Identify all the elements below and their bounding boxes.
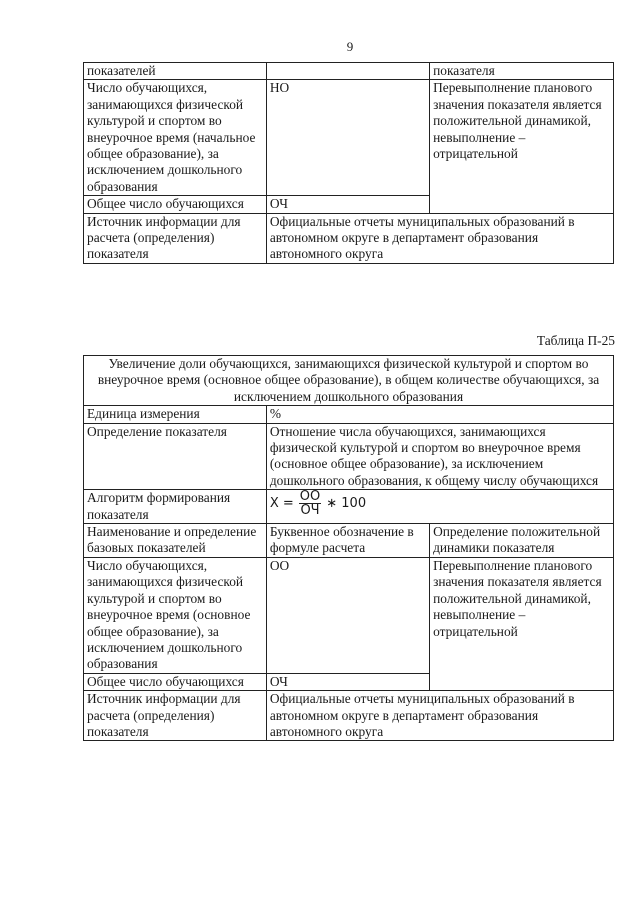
definition-label: Определение показателя xyxy=(84,423,267,490)
dynamics-definition: Перевыполнение планового значения показателя является положительной динамикой, невыполнение – отрицательной xyxy=(430,557,614,690)
formula-denominator: ОЧ xyxy=(300,503,320,519)
base-indicator-name: Число обучающихся, занимающихся физической культурой и спортом во внеурочное время (основное общее образование), за исключением дошкольного образования xyxy=(84,557,267,673)
source-value: Официальные отчеты муниципальных образований в автономном округе в департамент образования автономного округа xyxy=(266,691,613,741)
table-row xyxy=(84,423,614,490)
formula-numerator: ОО xyxy=(299,489,321,505)
table-row xyxy=(84,524,614,558)
table-row xyxy=(84,80,614,196)
unit-value: % xyxy=(266,406,613,423)
unit-label: Единица измерения xyxy=(84,406,267,423)
source-value: Официальные отчеты муниципальных образований в автономном округе в департамент образования автономного округа xyxy=(266,213,613,263)
names-header: Наименование и определение базовых показателей xyxy=(84,524,267,558)
table-row xyxy=(84,490,614,524)
table-caption: Таблица П-25 xyxy=(536,333,615,348)
table-cell xyxy=(266,63,429,80)
formula xyxy=(266,490,613,524)
indicator-table-continued xyxy=(83,62,614,264)
table-cell: показателей xyxy=(84,63,267,80)
source-label: Источник информации для расчета (определения) показателя xyxy=(84,213,267,263)
base-indicator-letter: ОЧ xyxy=(266,196,429,213)
formula-rhs: ∗ 100 xyxy=(326,495,367,511)
formula-fraction xyxy=(299,490,321,517)
table-row xyxy=(84,406,614,423)
table-row xyxy=(84,691,614,741)
source-label: Источник информации для расчета (определения) показателя xyxy=(84,691,267,741)
table-row xyxy=(84,356,614,406)
table-cell: показателя xyxy=(430,63,614,80)
indicator-table-p25 xyxy=(83,355,614,741)
base-indicator-letter: ОО xyxy=(266,557,429,673)
formula-lhs: X = xyxy=(269,495,294,511)
table-row xyxy=(84,557,614,673)
base-indicator-letter: ОЧ xyxy=(266,673,429,690)
base-indicator-name: Число обучающихся, занимающихся физической культурой и спортом во внеурочное время (начальное общее образование), за исключением дошкольного образования xyxy=(84,80,267,196)
table-row xyxy=(84,213,614,263)
base-indicator-letter: НО xyxy=(266,80,429,196)
base-indicator-name: Общее число обучающихся xyxy=(84,673,267,690)
letter-header: Буквенное обозначение в формуле расчета xyxy=(266,524,429,558)
definition-value: Отношение числа обучающихся, занимающихся физической культурой и спортом во внеурочное время (основное общее образование), за исключением дошкольного образования, к общему числу обучающихся xyxy=(266,423,613,490)
base-indicator-name: Общее число обучающихся xyxy=(84,196,267,213)
table-title: Увеличение доли обучающихся, занимающихся физической культурой и спортом во внеурочное время (основное общее образование), в общем количестве обучающихся, за исключением дошкольного образования xyxy=(84,356,614,406)
page-number: 9 xyxy=(346,39,354,54)
dynamics-header: Определение положительной динамики показателя xyxy=(430,524,614,558)
algorithm-label: Алгоритм формирования показателя xyxy=(84,490,267,524)
dynamics-definition: Перевыполнение планового значения показателя является положительной динамикой, невыполнение – отрицательной xyxy=(430,80,614,213)
table-row xyxy=(84,63,614,80)
